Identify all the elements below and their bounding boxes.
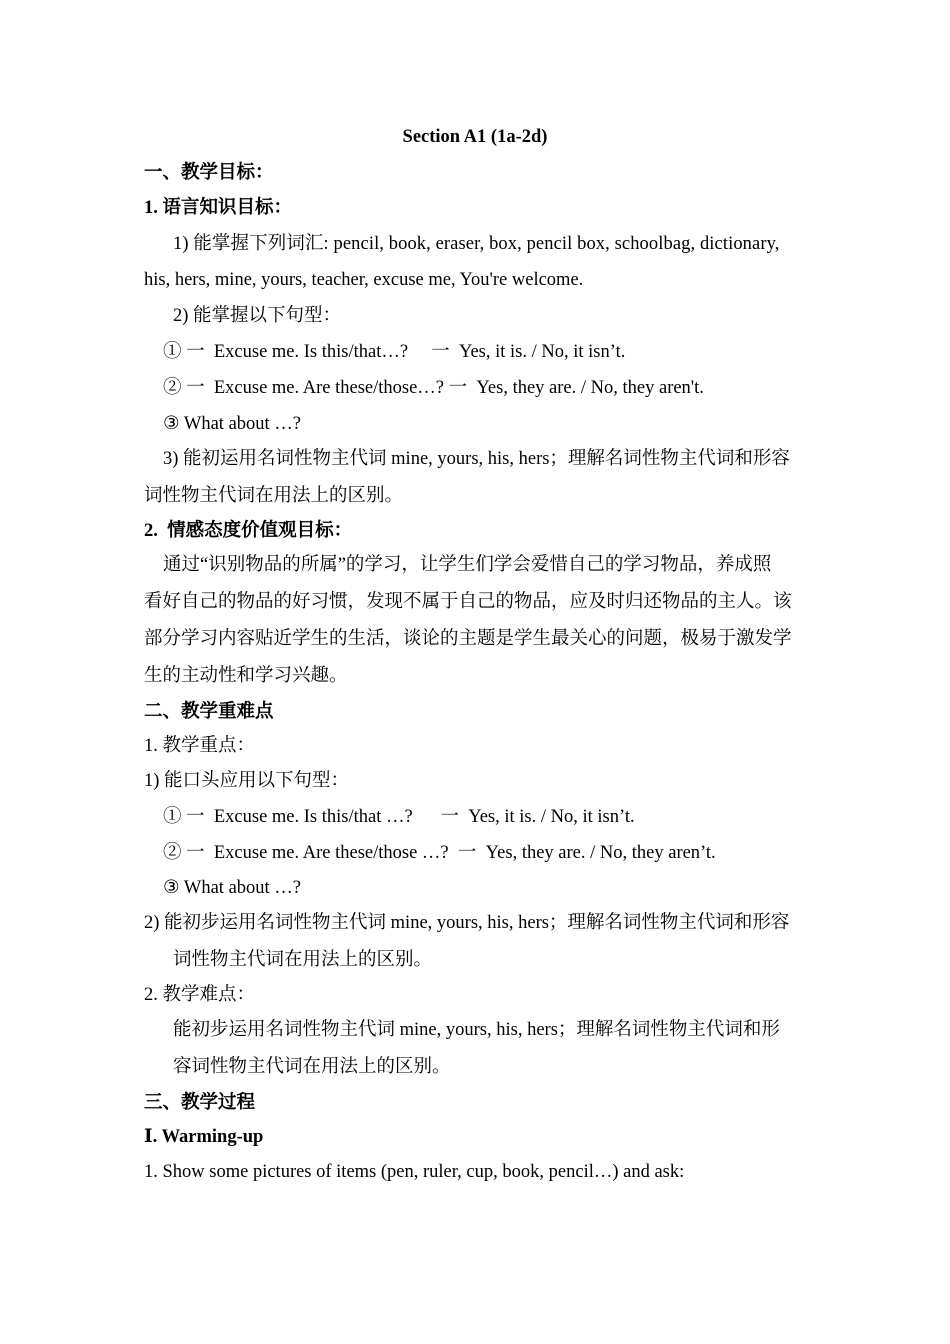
attitude-paragraph-line-3: 部分学习内容贴近学生的生活，谈论的主题是学生最关心的问题，极易于激发学 — [144, 629, 792, 649]
sentence-pattern-3: ③ What about …? — [163, 414, 302, 434]
key-sentence-pattern-1: ① 一 Excuse me. Is this/that …? 一 Yes, it is. / No, it isn’t. — [163, 807, 635, 827]
subheading-language-objectives: 1. 语言知识目标： — [144, 198, 293, 218]
subheading-attitude-objectives: 2. 情感态度价值观目标： — [144, 521, 353, 541]
key-pronoun-line-2: 词性物主代词在用法上的区别。 — [173, 950, 433, 970]
key-pronoun-line-1: 2) 能初步运用名词性物主代词 mine, yours, his, hers；理解名词性物主代词和形容 — [144, 913, 790, 933]
document-title: Section A1 (1a-2d) — [402, 127, 548, 147]
key-points-title: 1. 教学重点： — [144, 736, 256, 756]
warming-up-step-1: 1. Show some pictures of items (pen, ruler, cup, book, pencil…) and ask: — [144, 1162, 685, 1182]
key-sentence-pattern-3: ③ What about …? — [163, 878, 302, 898]
sentence-patterns-intro: 2) 能掌握以下句型： — [173, 306, 342, 326]
difficult-points-title: 2. 教学难点： — [144, 985, 256, 1005]
key-points-intro: 1) 能口头应用以下句型： — [144, 771, 350, 791]
attitude-paragraph-line-2: 看好自己的物品的好习惯，发现不属于自己的物品，应及时归还物品的主人。该 — [144, 592, 792, 612]
difficult-points-line-1: 能初步运用名词性物主代词 mine, yours, his, hers；理解名词性物主代词和形 — [173, 1020, 780, 1040]
pronoun-objective-line-2: 词性物主代词在用法上的区别。 — [144, 486, 404, 506]
section-heading-teaching-process: 三、教学过程 — [144, 1093, 256, 1113]
section-heading-key-points: 二、教学重难点 — [144, 702, 274, 722]
sentence-pattern-1: ① 一 Excuse me. Is this/that…? 一 Yes, it is. / No, it isn’t. — [163, 342, 626, 362]
pronoun-objective-line-1: 3) 能初运用名词性物主代词 mine, yours, his, hers；理解名词性物主代词和形容 — [163, 449, 790, 469]
sentence-pattern-2: ② 一 Excuse me. Are these/those…? 一 Yes, they are. / No, they aren't. — [163, 378, 704, 398]
vocab-line-2: his, hers, mine, yours, teacher, excuse me, You're welcome. — [144, 270, 584, 290]
section-heading-objectives: 一、教学目标： — [144, 163, 274, 183]
vocab-line-1: 1) 能掌握下列词汇: pencil, book, eraser, box, pencil box, schoolbag, dictionary, — [173, 234, 780, 254]
attitude-paragraph-line-1: 通过“识别物品的所属”的学习，让学生们学会爱惜自己的学习物品，养成照 — [163, 555, 772, 575]
key-sentence-pattern-2: ② 一 Excuse me. Are these/those …? 一 Yes, they are. / No, they aren’t. — [163, 843, 716, 863]
warming-up-heading: Ⅰ. Warming-up — [144, 1127, 264, 1147]
attitude-paragraph-line-4: 生的主动性和学习兴趣。 — [144, 666, 348, 686]
difficult-points-line-2: 容词性物主代词在用法上的区别。 — [173, 1057, 451, 1077]
